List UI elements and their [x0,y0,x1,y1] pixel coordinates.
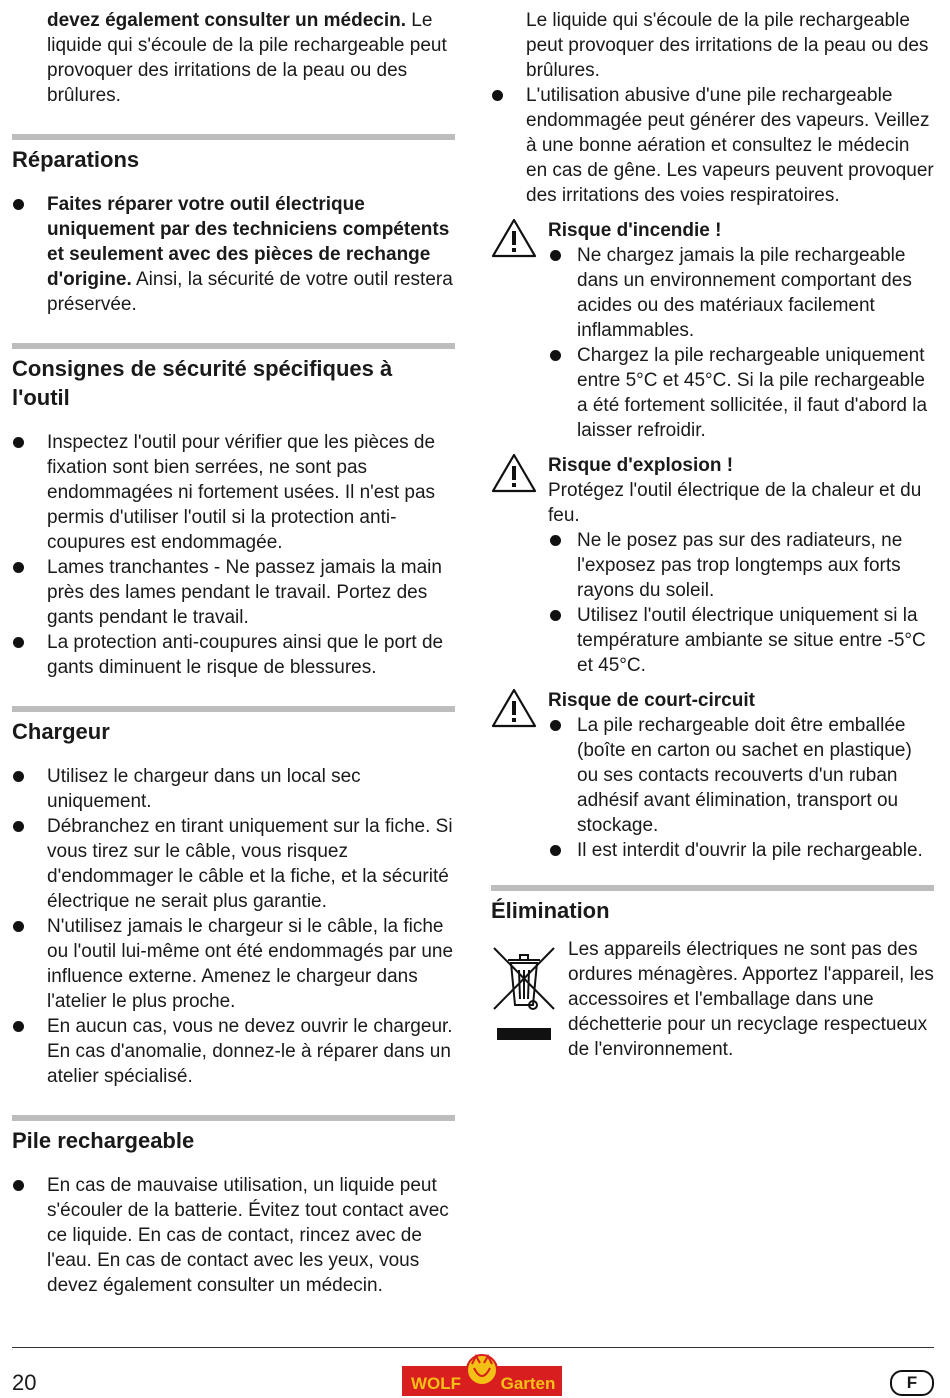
elimination-text: Les appareils électriques ne sont pas des ordures ménagères. Apportez l'appareil, les accessoires et l'emballage dans une déchetterie pour un recyclage respectueux de l'environnement. [568,939,934,1060]
bullet-icon [550,720,561,731]
wolf-garten-logo [402,1354,562,1398]
page-footer [12,1347,934,1395]
warning-triangle-icon [491,218,537,258]
list-item: N'utilisez jamais le chargeur si le câble, la fiche ou l'outil lui-même ont été endommagés par une influence externe. Amenez le chargeur dans l'atelier le plus proche. [12,914,455,1014]
bullet-icon [13,199,24,210]
section-title-reparations: Réparations [12,147,140,172]
reparations-bold-text: Faites réparer votre outil électrique uniquement par des techniciens compétents et seulement avec des pièces de rechange d'origine. [47,194,450,290]
list-item: En aucun cas, vous ne devez ouvrir le chargeur. En cas d'anomalie, donnez-le à réparer dans un atelier spécialisé. [12,1014,455,1089]
list-item: Inspectez l'outil pour vérifier que les pièces de fixation sont bien serrées, ne sont pas endommagées ni fortement usées. Il n'est pas permis d'utiliser l'outil si la protection anti-coupures est endommagée. [12,430,455,555]
reparations-text: Ainsi, la sécurité de votre outil restera préservée. [47,269,453,315]
bullet-icon [13,771,24,782]
section-title-chargeur: Chargeur [12,719,110,744]
warning-triangle-icon [491,453,537,493]
warning-incendie [491,218,934,443]
bullet-icon [550,535,561,546]
list-item: L'utilisation abusive d'une pile rechargeable endommagée peut générer des vapeurs. Veillez à une bonne aération et consultez le médecin en cas de gêne. Les vapeurs peuvent provoquer des irritations des voies respiratoires. [491,83,934,208]
intro-bold-text: devez également consulter un médecin. [47,10,406,31]
warning-title: Risque d'incendie ! [548,220,722,241]
warning-title: Risque d'explosion ! [548,455,734,476]
bullet-icon [13,1180,24,1191]
section-title-elimination: Élimination [491,898,610,923]
logo-text-right: Garten [500,1374,556,1393]
list-item: Il est interdit d'ouvrir la pile rechargeable. [548,838,934,863]
bullet-icon [550,350,561,361]
bullet-icon [13,637,24,648]
bullet-icon [550,250,561,261]
list-item: Ne chargez jamais la pile rechargeable dans un environnement comportant des acides ou des matériaux facilement inflammables. [548,243,934,343]
bullet-icon [550,610,561,621]
page-number: 20 [12,1370,37,1395]
bullet-icon [492,90,503,101]
section-elimination [491,885,934,1062]
list-item: Utilisez l'outil électrique uniquement si la température ambiante se situe entre -5°C et 45°C. [548,603,934,678]
crossed-out-bin-icon [491,943,557,1043]
section-title-consignes: Consignes de sécurité spécifiques à l'outil [12,356,393,410]
warning-title: Risque de court-circuit [548,690,755,711]
continued-paragraph: Le liquide qui s'écoule de la pile rechargeable peut provoquer des irritations de la peau ou des brûlures. [526,10,929,81]
bullet-icon [13,821,24,832]
list-item: Utilisez le chargeur dans un local sec uniquement. [12,764,455,814]
list-item [12,192,455,317]
list-item: Lames tranchantes - Ne passez jamais la main près des lames pendant le travail. Portez des gants pendant le travail. [12,555,455,630]
section-title-pile: Pile rechargeable [12,1128,195,1153]
bullet-icon [13,921,24,932]
intro-paragraph [12,8,455,108]
bullet-icon [550,845,561,856]
warning-courtcircuit [491,688,934,863]
logo-text-left: WOLF [410,1374,462,1393]
intro-text: Le liquide qui s'écoule de la pile rechargeable peut provoquer des irritations de la peau ou des brûlures. [47,10,447,106]
section-pile [12,1115,455,1298]
list-item: Ne le posez pas sur des radiateurs, ne l'exposez pas trop longtemps aux forts rayons du soleil. [548,528,934,603]
bullet-icon [13,562,24,573]
country-badge: F [890,1370,934,1396]
list-item: Débranchez en tirant uniquement sur la fiche. Si vous tirez sur le câble, vous risquez d'endommager le câble et la fiche, et la sécurité électrique ne serait plus garantie. [12,814,455,914]
section-chargeur [12,706,455,1089]
elimination-block [491,937,934,1062]
section-consignes [12,343,455,680]
bullet-icon [13,1021,24,1032]
list-item: La pile rechargeable doit être emballée (boîte en carton ou sachet en plastique) ou ses contacts recouverts d'un ruban adhésif avant élimination, transport ou stockage. [548,713,934,838]
warning-text: Protégez l'outil électrique de la chaleur et du feu. [548,480,922,526]
list-item: Chargez la pile rechargeable uniquement entre 5°C et 45°C. Si la pile rechargeable a été fortement sollicitée, il faut d'abord la laisser refroidir. [548,343,934,443]
warning-triangle-icon [491,688,537,728]
right-column [491,8,934,1062]
list-item: La protection anti-coupures ainsi que le port de gants diminuent le risque de blessures. [12,630,455,680]
left-column [12,8,455,1298]
bullet-icon [13,437,24,448]
section-reparations [12,134,455,317]
list-item: En cas de mauvaise utilisation, un liquide peut s'écouler de la batterie. Évitez tout contact avec ce liquide. En cas de contact, rincez avec de l'eau. En cas de contact avec les yeux, vous devez également consulter un médecin. [12,1173,455,1298]
warning-explosion [491,453,934,678]
